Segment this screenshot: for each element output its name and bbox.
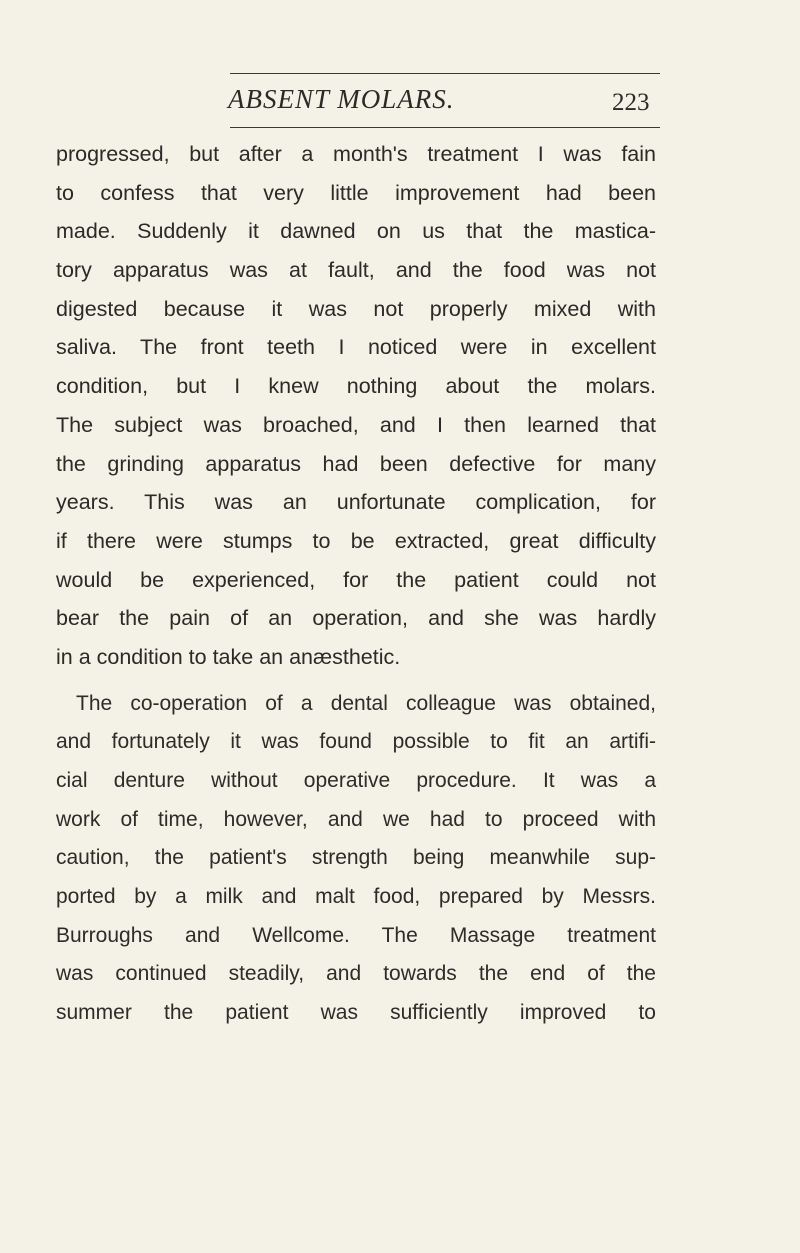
text-line: caution, the patient's strength being meanwhile sup- xyxy=(56,846,656,870)
paragraph-gap xyxy=(56,677,656,685)
text-line: digested because it was not properly mixed with xyxy=(56,296,656,321)
text-line: ported by a milk and malt food, prepared by Messrs. xyxy=(56,885,656,909)
text-line: The co-operation of a dental colleague was obtained, xyxy=(76,691,656,715)
text-line: the grinding apparatus had been defective for many xyxy=(56,451,656,476)
top-rule xyxy=(230,73,660,74)
page-number: 223 xyxy=(612,89,650,116)
text-line: work of time, however, and we had to proceed with xyxy=(56,807,656,831)
text-line: in a condition to take an anæsthetic. xyxy=(56,644,401,669)
text-line: years. This was an unfortunate complication, for xyxy=(56,490,656,515)
text-line: was continued steadily, and towards the end of the xyxy=(56,962,656,986)
text-line: Burroughs and Wellcome. The Massage treatment xyxy=(56,923,656,947)
text-line: cial denture without operative procedure. It was a xyxy=(56,769,656,792)
header-rule xyxy=(230,127,660,128)
paragraph-2 xyxy=(56,685,656,1033)
text-line: to confess that very little improvement had been xyxy=(56,180,656,205)
text-line: saliva. The front teeth I noticed were in excellent xyxy=(56,335,656,360)
text-line: and fortunately it was found possible to fit an artifi- xyxy=(56,730,656,754)
text-line: tory apparatus was at fault, and the food was not xyxy=(56,258,656,283)
text-line: bear the pain of an operation, and she was hardly xyxy=(56,606,656,631)
text-line: condition, but I knew nothing about the molars. xyxy=(56,374,656,399)
body-text xyxy=(56,135,656,1033)
text-line: The subject was broached, and I then learned that xyxy=(56,412,656,437)
text-line: summer the patient was sufficiently improved to xyxy=(56,1001,656,1025)
text-line: progressed, but after a month's treatment I was fain xyxy=(56,142,656,166)
page-header xyxy=(0,84,800,124)
text-line: made. Suddenly it dawned on us that the mastica- xyxy=(56,219,656,244)
text-line: if there were stumps to be extracted, great difficulty xyxy=(56,528,656,553)
running-head: ABSENT MOLARS. xyxy=(228,84,455,114)
text-line: would be experienced, for the patient could not xyxy=(56,567,656,592)
paragraph-1 xyxy=(56,135,656,677)
